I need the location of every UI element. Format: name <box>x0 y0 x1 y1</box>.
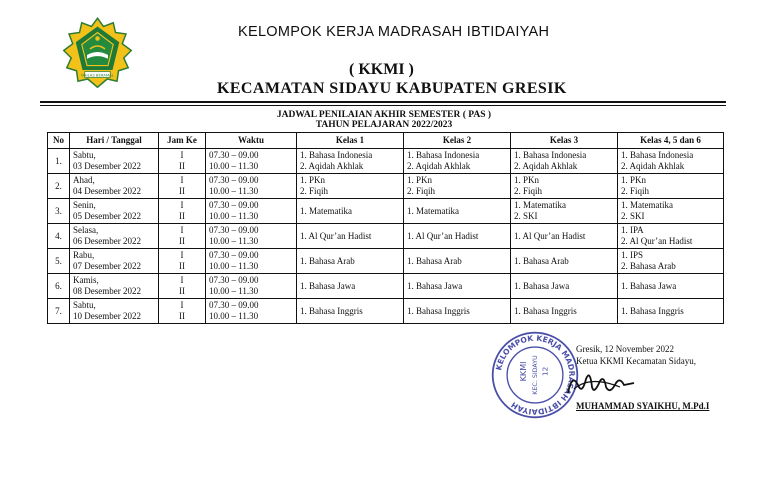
cell-line: 1. Al Qur’an Hadist <box>514 230 586 241</box>
cell-line: 1. Bahasa Jawa <box>300 280 356 291</box>
row-subject-k2 <box>404 249 511 274</box>
cell-line: 07.30 – 09.00 <box>209 275 259 285</box>
col-header: Kelas 2 <box>404 133 511 149</box>
cell-line: 1. Matematika <box>407 205 459 216</box>
cell-line: 1. Bahasa Indonesia <box>621 150 694 160</box>
table-row <box>48 274 724 299</box>
title-line1: JADWAL PENILAIAN AKHIR SEMESTER ( PAS ) <box>276 110 492 120</box>
header-line2: ( KKMI ) <box>349 61 414 78</box>
cell-line: 10.00 – 11.30 <box>209 286 259 296</box>
cell-line: 2. Fiqih <box>621 186 650 196</box>
row-subject-k3 <box>511 174 618 199</box>
cell-line: Rabu, <box>73 250 95 260</box>
cell-line: 1. Bahasa Indonesia <box>407 150 480 160</box>
row-subject-k3 <box>511 299 618 324</box>
cell-line: 07 Desember 2022 <box>73 261 141 271</box>
title-line2: TAHUN PELAJARAN 2022/2023 <box>315 120 453 130</box>
row-subject-k2 <box>404 199 511 224</box>
cell-line: 1. Bahasa Indonesia <box>300 150 373 160</box>
row-subject-k1 <box>297 224 404 249</box>
row-subject-k2 <box>404 149 511 174</box>
cell-line: 1. PKn <box>407 175 433 185</box>
cell-line: 08 Desember 2022 <box>73 286 141 296</box>
cell-line: 2. Aqidah Akhlak <box>300 161 364 171</box>
header-rule-thick <box>40 101 726 103</box>
row-subject-k3 <box>511 224 618 249</box>
row-subject-k1 <box>297 274 404 299</box>
table-row <box>48 224 724 249</box>
cell-line: 1. Bahasa Jawa <box>514 280 570 291</box>
row-subject-k4 <box>618 149 724 174</box>
cell-line: 2. <box>55 180 62 191</box>
row-number <box>48 149 70 174</box>
row-subject-k3 <box>511 199 618 224</box>
cell-line: 2. SKI <box>514 211 538 221</box>
cell-line: II <box>179 286 185 296</box>
cell-line: 1. Matematika <box>621 200 673 210</box>
row-session <box>159 249 206 274</box>
row-subject-k2 <box>404 224 511 249</box>
row-session <box>159 199 206 224</box>
cell-line: 1. Bahasa Jawa <box>407 280 463 291</box>
cell-line: II <box>179 186 185 196</box>
header-rule-thin <box>40 105 726 106</box>
row-subject-k4 <box>618 174 724 199</box>
cell-line: I <box>180 150 184 160</box>
cell-line: 10 Desember 2022 <box>73 311 141 321</box>
col-header: Jam Ke <box>159 133 206 149</box>
cell-line: 1. PKn <box>621 175 647 185</box>
row-subject-k2 <box>404 274 511 299</box>
row-subject-k4 <box>618 199 724 224</box>
cell-line: Selasa, <box>73 225 99 235</box>
table-row <box>48 149 724 174</box>
table-header-row <box>48 133 724 149</box>
row-time <box>206 149 297 174</box>
cell-line: 10.00 – 11.30 <box>209 236 259 246</box>
cell-line: I <box>180 200 184 210</box>
row-time <box>206 174 297 199</box>
row-subject-k2 <box>404 299 511 324</box>
svg-text:KELOMPOK KERJA MADRASAH IBTIDA: KELOMPOK KERJA MADRASAH IBTIDAIYAH <box>494 333 577 417</box>
cell-line: 2. Fiqih <box>407 186 436 196</box>
cell-line: 1. Bahasa Arab <box>300 255 355 266</box>
cell-line: 5. <box>55 255 62 266</box>
svg-text:KEC. SIDAYU: KEC. SIDAYU <box>531 355 539 395</box>
cell-line: I <box>180 275 184 285</box>
col-header: Waktu <box>206 133 297 149</box>
col-header: Kelas 4, 5 dan 6 <box>618 133 724 149</box>
row-session <box>159 174 206 199</box>
row-subject-k2 <box>404 174 511 199</box>
cell-line: 2. Fiqih <box>300 186 329 196</box>
signature-name: MUHAMMAD SYAIKHU, M.Pd.I <box>576 401 710 411</box>
cell-line: 05 Desember 2022 <box>73 211 141 221</box>
cell-line: 1. <box>55 155 62 166</box>
row-session <box>159 299 206 324</box>
cell-line: I <box>180 225 184 235</box>
cell-line: 07.30 – 09.00 <box>209 175 259 185</box>
cell-line: Senin, <box>73 200 96 210</box>
cell-line: 10.00 – 11.30 <box>209 211 259 221</box>
cell-line: 10.00 – 11.30 <box>209 161 259 171</box>
cell-line: 2. SKI <box>621 211 645 221</box>
svg-text:KKMI: KKMI <box>518 361 528 382</box>
cell-line: I <box>180 300 184 310</box>
cell-line: 03 Desember 2022 <box>73 161 141 171</box>
table-row <box>48 174 724 199</box>
table-row <box>48 299 724 324</box>
row-number <box>48 224 70 249</box>
cell-line: 07.30 – 09.00 <box>209 225 259 235</box>
handwritten-signature-icon <box>560 365 640 400</box>
row-number <box>48 249 70 274</box>
row-day-date <box>70 199 159 224</box>
row-day-date <box>70 274 159 299</box>
row-subject-k4 <box>618 274 724 299</box>
cell-line: 10.00 – 11.30 <box>209 186 259 196</box>
cell-line: 4. <box>55 230 62 241</box>
cell-line: I <box>180 175 184 185</box>
cell-line: Sabtu, <box>73 150 96 160</box>
col-header: Kelas 3 <box>511 133 618 149</box>
cell-line: 07.30 – 09.00 <box>209 200 259 210</box>
cell-line: 2. Fiqih <box>514 186 543 196</box>
row-subject-k3 <box>511 274 618 299</box>
cell-line: 10.00 – 11.30 <box>209 311 259 321</box>
cell-line: 07.30 – 09.00 <box>209 150 259 160</box>
col-header: Hari / Tanggal <box>70 133 159 149</box>
cell-line: 04 Desember 2022 <box>73 186 141 196</box>
row-day-date <box>70 149 159 174</box>
cell-line: 2. Aqidah Akhlak <box>621 161 685 171</box>
cell-line: 1. Bahasa Jawa <box>621 280 677 291</box>
row-subject-k4 <box>618 224 724 249</box>
cell-line: 1. Bahasa Inggris <box>621 305 684 316</box>
cell-line: II <box>179 236 185 246</box>
row-time <box>206 224 297 249</box>
cell-line: 1. Matematika <box>514 200 566 210</box>
cell-line: II <box>179 161 185 171</box>
row-session <box>159 274 206 299</box>
row-number <box>48 274 70 299</box>
table-row <box>48 199 724 224</box>
cell-line: 1. Bahasa Inggris <box>300 305 363 316</box>
row-day-date <box>70 299 159 324</box>
cell-line: 1. Matematika <box>300 205 352 216</box>
cell-line: 1. IPA <box>621 225 644 235</box>
row-subject-k1 <box>297 174 404 199</box>
cell-line: Sabtu, <box>73 300 96 310</box>
row-time <box>206 299 297 324</box>
cell-line: 1. Bahasa Indonesia <box>514 150 587 160</box>
cell-line: 2. Al Qur’an Hadist <box>621 236 693 246</box>
row-number <box>48 199 70 224</box>
signature-place-date: Gresik, 12 November 2022 <box>576 344 674 354</box>
cell-line: 2. Aqidah Akhlak <box>514 161 578 171</box>
cell-line: 1. IPS <box>621 250 644 260</box>
cell-line: 2. Aqidah Akhlak <box>407 161 471 171</box>
row-subject-k1 <box>297 199 404 224</box>
row-time <box>206 249 297 274</box>
row-day-date <box>70 224 159 249</box>
cell-line: 3. <box>55 205 62 216</box>
row-subject-k3 <box>511 149 618 174</box>
row-time <box>206 274 297 299</box>
row-subject-k4 <box>618 249 724 274</box>
row-time <box>206 199 297 224</box>
cell-line: II <box>179 211 185 221</box>
cell-line: 1. PKn <box>514 175 540 185</box>
svg-text:IKHLAS BERAMAL: IKHLAS BERAMAL <box>81 73 114 78</box>
cell-line: 1. Bahasa Inggris <box>514 305 577 316</box>
cell-line: 1. Bahasa Inggris <box>407 305 470 316</box>
cell-line: 1. Al Qur’an Hadist <box>300 230 372 241</box>
cell-line: Kamis, <box>73 275 99 285</box>
col-header: Kelas 1 <box>297 133 404 149</box>
cell-line: 1. Bahasa Arab <box>407 255 462 266</box>
row-session <box>159 224 206 249</box>
cell-line: Ahad, <box>73 175 95 185</box>
cell-line: 07.30 – 09.00 <box>209 250 259 260</box>
cell-line: 06 Desember 2022 <box>73 236 141 246</box>
cell-line: 10.00 – 11.30 <box>209 261 259 271</box>
row-number <box>48 174 70 199</box>
row-number <box>48 299 70 324</box>
cell-line: 7. <box>55 305 62 316</box>
signature-role: Ketua KKMI Kecamatan Sidayu, <box>576 356 696 366</box>
cell-line: 1. Al Qur’an Hadist <box>407 230 479 241</box>
cell-line: I <box>180 250 184 260</box>
row-day-date <box>70 249 159 274</box>
row-subject-k1 <box>297 149 404 174</box>
row-subject-k1 <box>297 299 404 324</box>
table-row <box>48 249 724 274</box>
cell-line: 6. <box>55 280 62 291</box>
cell-line: 2. Bahasa Arab <box>621 261 676 271</box>
schedule-table <box>47 132 724 324</box>
cell-line: 07.30 – 09.00 <box>209 300 259 310</box>
cell-line: 1. Bahasa Arab <box>514 255 569 266</box>
row-session <box>159 149 206 174</box>
svg-text:12: 12 <box>540 366 550 376</box>
row-subject-k3 <box>511 249 618 274</box>
col-header: No <box>48 133 70 149</box>
row-subject-k1 <box>297 249 404 274</box>
cell-line: II <box>179 261 185 271</box>
cell-line: 1. PKn <box>300 175 326 185</box>
header-line3: KECAMATAN SIDAYU KABUPATEN GRESIK <box>217 80 567 97</box>
kemenag-logo-icon <box>60 16 135 91</box>
row-subject-k4 <box>618 299 724 324</box>
row-day-date <box>70 174 159 199</box>
cell-line: II <box>179 311 185 321</box>
